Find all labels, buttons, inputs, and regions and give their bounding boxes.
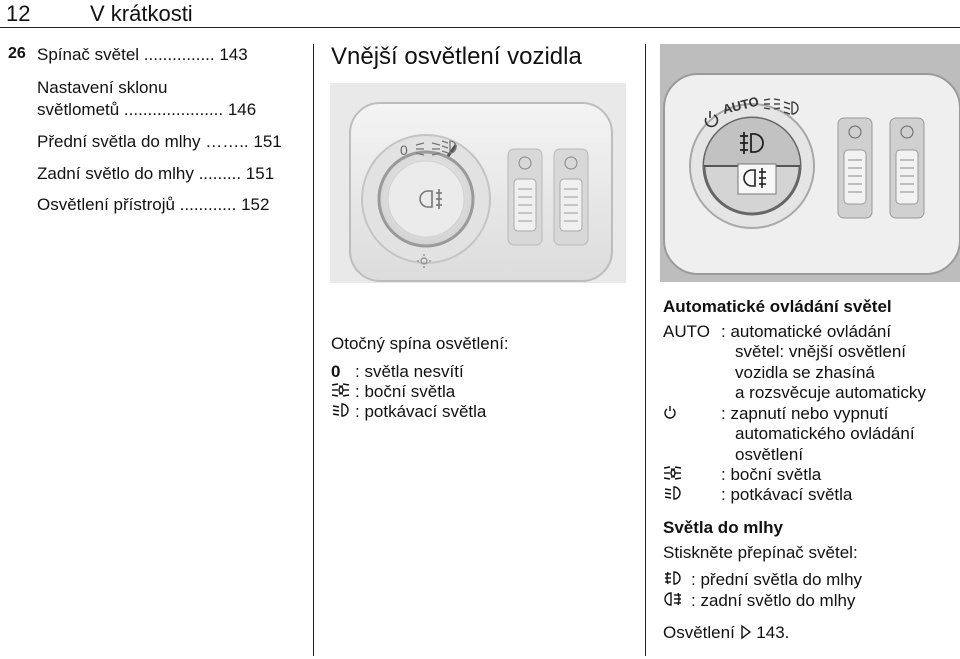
auto-item-auto-line4: a rozsvěcuje automaticky [735, 383, 926, 402]
page-header [0, 0, 960, 30]
dial-label-off: 0 [400, 142, 408, 158]
toc-item-headlight-levelling[interactable]: Nastavení sklonu světlometů ..................... 146 [37, 78, 257, 119]
toc-section-number: 26 [8, 45, 26, 62]
auto-item-side-lights: : boční světla [663, 465, 821, 486]
legend-item-low-beam: : potkávací světla [331, 402, 486, 423]
page-reference-arrow-icon [740, 624, 752, 645]
rotary-switch-intro: Otočný spína osvětlení: [331, 334, 509, 353]
power-icon [663, 404, 721, 425]
section-title: Vnější osvětlení vozidla [331, 43, 582, 70]
auto-item-auto: AUTO : automatické ovládání [663, 322, 892, 341]
page-number: 12 [6, 1, 31, 26]
header-rule [0, 27, 960, 28]
chapter-title: V krátkosti [90, 1, 193, 26]
auto-item-auto-line2: světel: vnější osvětlení [735, 342, 907, 361]
legend-item-side-lights: : boční světla [331, 382, 455, 403]
fog-lights-intro: Stiskněte přepínač světel: [663, 543, 858, 562]
toc-item-instrument-lighting[interactable]: Osvětlení přístrojů ............ 152 [37, 195, 270, 214]
side-lights-icon [663, 465, 721, 486]
auto-item-low-beam: : potkávací světla [663, 485, 852, 506]
light-switch-figure [330, 83, 626, 283]
side-lights-icon [331, 382, 355, 403]
light-off-icon: 0 [331, 362, 341, 381]
auto-item-power-line2: automatického ovládání [735, 424, 915, 443]
fog-item-rear: : zadní světlo do mlhy [663, 591, 855, 612]
headlight-levelling-wheel [508, 149, 542, 245]
dial-label-auto: AUTO [721, 93, 761, 117]
rear-fog-light-icon [663, 591, 691, 612]
toc-item-light-switch[interactable]: Spínač světel ............... 143 [37, 45, 248, 64]
column-divider-left [313, 44, 314, 656]
fog-lights-heading: Světla do mlhy [663, 518, 783, 537]
auto-key: AUTO [663, 322, 710, 341]
headlight-levelling-wheel [838, 118, 872, 218]
low-beam-icon [663, 485, 721, 506]
instrument-dimmer-wheel [890, 118, 924, 218]
auto-light-switch-figure [660, 44, 960, 282]
auto-item-power: : zapnutí nebo vypnutí [663, 404, 888, 425]
cross-reference[interactable]: Osvětlení 143. [663, 623, 789, 645]
auto-item-power-line3: osvětlení [735, 445, 804, 464]
instrument-dimmer-wheel [554, 149, 588, 245]
front-fog-light-icon [663, 570, 691, 591]
low-beam-icon [331, 402, 355, 423]
auto-item-auto-line3: vozidla se zhasíná [735, 363, 875, 382]
legend-item-off: 0 : světla nesvítí [331, 362, 464, 381]
toc-item-rear-fog[interactable]: Zadní světlo do mlhy ......... 151 [37, 164, 275, 183]
column-divider-right [645, 44, 646, 656]
toc-item-front-fog[interactable]: Přední světla do mlhy …….. 151 [37, 132, 282, 151]
auto-light-heading: Automatické ovládání světel [663, 297, 892, 316]
fog-item-front: : přední světla do mlhy [663, 570, 862, 591]
